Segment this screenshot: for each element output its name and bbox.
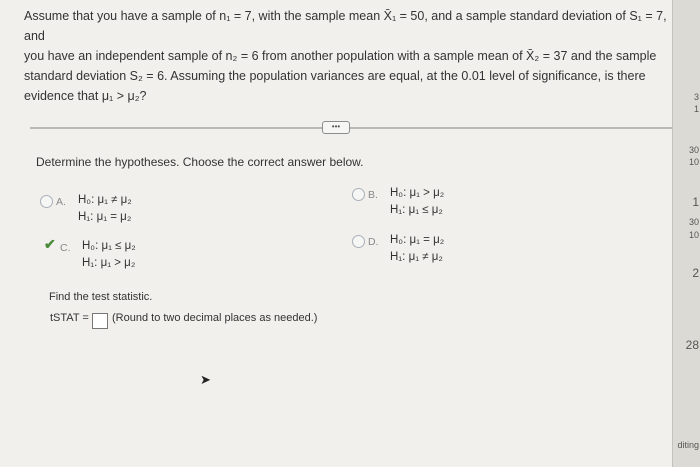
option-c-h1: H₁: μ₁ > μ₂ (82, 257, 136, 269)
option-c-h0: H₀: μ₁ ≤ μ₂ (82, 240, 136, 252)
option-a-h0: H₀: μ₁ ≠ μ₂ (78, 194, 132, 206)
side-text-8: 2 (692, 266, 699, 280)
option-b-h0: H₀: μ₁ > μ₂ (390, 187, 445, 199)
right-side-strip (672, 0, 700, 467)
find-test-statistic: Find the test statistic. (49, 291, 153, 303)
radio-b[interactable] (352, 188, 365, 201)
question-prompt: Determine the hypotheses. Choose the correct answer below. (36, 155, 364, 169)
question-line-4: evidence that μ₁ > μ₂? (24, 89, 147, 103)
divider (30, 127, 672, 129)
radio-d[interactable] (352, 235, 365, 248)
side-text-5: 1 (692, 195, 699, 209)
side-text-6: 30 (688, 217, 699, 227)
option-b[interactable] (350, 185, 550, 225)
expand-more-button[interactable]: ••• (322, 121, 350, 134)
option-d-h0: H₀: μ₁ = μ₂ (390, 234, 445, 246)
question-text (24, 6, 674, 106)
side-text-1: 3 (693, 92, 699, 102)
option-a-letter: A. (56, 196, 66, 208)
radio-a[interactable] (40, 195, 53, 208)
option-d-letter: D. (368, 236, 379, 248)
option-b-letter: B. (368, 189, 378, 201)
option-b-h1: H₁: μ₁ ≤ μ₂ (390, 204, 443, 216)
side-text-10: diting (677, 440, 699, 450)
side-text-4: 10 (688, 157, 699, 167)
option-c[interactable] (44, 238, 244, 278)
side-text-7: 10 (688, 230, 699, 240)
option-d-h1: H₁: μ₁ ≠ μ₂ (390, 251, 443, 263)
question-line-3: standard deviation S₂ = 6. Assuming the population variances are equal, at the 0.01 level of significance, is there (24, 69, 646, 83)
option-a[interactable] (38, 192, 238, 232)
option-a-h1: H₁: μ₁ = μ₂ (78, 211, 132, 223)
side-text-2: 1 (693, 104, 699, 114)
question-line-2: you have an independent sample of n₂ = 6 from another population with a sample mean of X̄₂ = 37 and the sample (24, 49, 657, 63)
option-c-letter: C. (60, 242, 71, 254)
mouse-cursor-icon: ➤ (200, 372, 211, 387)
tstat-label: tSTAT = (50, 312, 89, 324)
rounding-hint: (Round to two decimal places as needed.) (112, 312, 318, 324)
tstat-answer-input[interactable] (92, 313, 108, 329)
side-text-3: 30 (688, 145, 699, 155)
checkmark-icon: ✔ (44, 236, 56, 252)
side-text-9: 28 (685, 338, 699, 352)
option-d[interactable] (350, 232, 550, 272)
question-line-1: Assume that you have a sample of n₁ = 7, with the sample mean X̄₁ = 50, and a sample standard deviation of S₁ = 7, and (24, 9, 667, 43)
